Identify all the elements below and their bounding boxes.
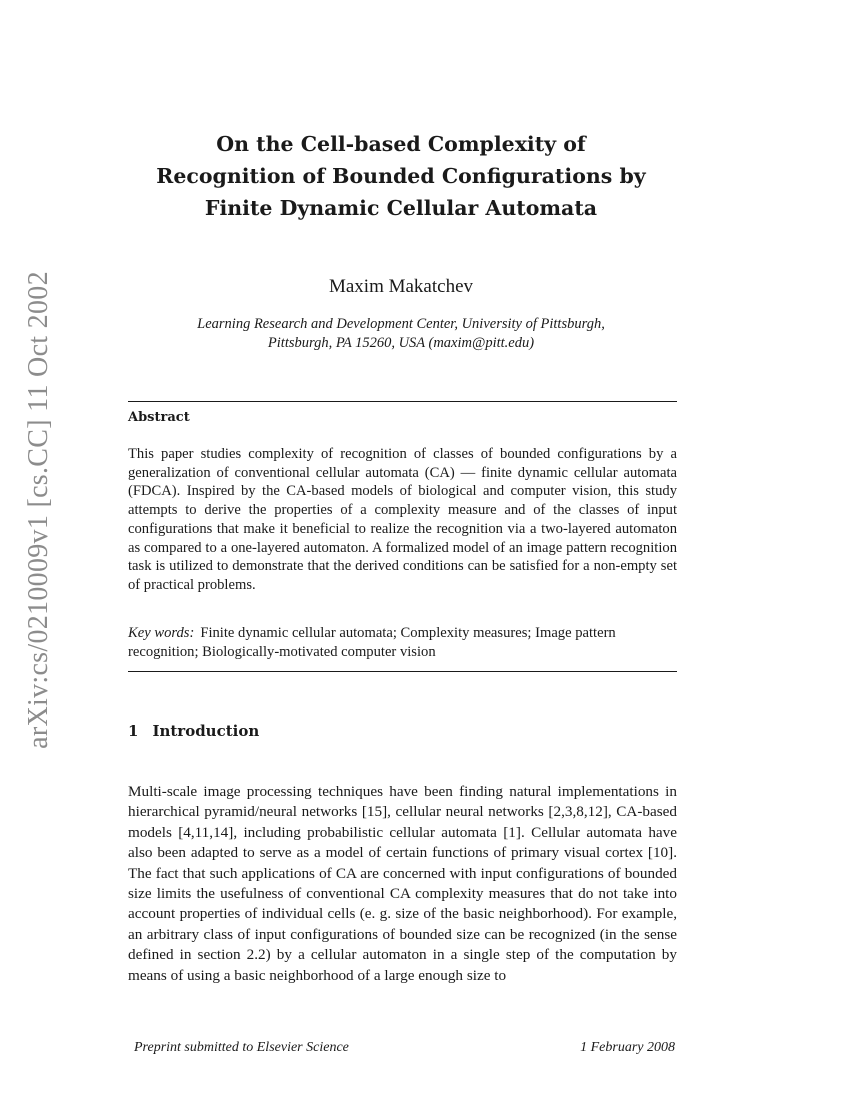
title-line: Finite Dynamic Cellular Automata <box>204 196 598 220</box>
keywords-label: Key words: <box>128 625 195 641</box>
introduction-text: Multi-scale image processing techniques have been finding natural implementations in hierarchical pyramid/neural networks [15], cellular neural networks [2,3,8,12], CA-based models [4,11,14], including probabilistic cellular automata [1]. Cellular automata have also been adapted to serve as a model of certain functions of primary visual cortex [10]. The fact that such applications of CA are concerned with input configurations of bounded size limits the usefulness of conventional CA complexity measures that do not take into account properties of individual cells (e. g. size of the basic neighborhood). For example, an arbitrary class of input configurations of bounded size can be recognized (in the sense defined in section 2.2) by a cellular automaton in a single step of the computation by means of using a basic neighborhood of a large enough size to <box>128 783 677 984</box>
abstract-top-rule <box>128 401 677 402</box>
abstract-bottom-rule <box>128 671 677 672</box>
affiliation-line: Pittsburgh, PA 15260, USA (maxim@pitt.edu) <box>267 335 535 351</box>
author-affiliation <box>0 315 802 353</box>
arxiv-identifier-stamp: arXiv:cs/0210009v1 [cs.CC] 11 Oct 2002 <box>23 271 54 749</box>
section-title: Introduction <box>152 722 260 740</box>
keywords <box>128 624 677 661</box>
title-line: On the Cell-based Complexity of <box>216 132 586 156</box>
paper-title <box>0 128 802 224</box>
section-number: 1 <box>128 722 139 740</box>
section-heading <box>128 722 259 740</box>
footer-preprint-note: Preprint submitted to Elsevier Science <box>134 1040 349 1055</box>
keywords-text: Finite dynamic cellular automata; Complexity measures; Image pattern recognition; Biologically-motivated computer vision <box>128 625 616 660</box>
abstract-heading: Abstract <box>128 410 190 425</box>
footer-date: 1 February 2008 <box>580 1040 675 1055</box>
abstract-text: This paper studies complexity of recognition of classes of bounded configurations by a generalization of conventional cellular automata (CA) — finite dynamic cellular automata (FDCA). Inspired by the CA-based models of biological and computer vision, this study attempts to derive the properties of a complexity measure and of the classes of input configurations that make it beneficial to realize the recognition via a two-layered automaton as compared to a one-layered automaton. A formalized model of an image pattern recognition task is utilized to demonstrate that the derived conditions can be satisfied for a non-empty set of practical problems. <box>128 446 677 593</box>
title-line: Recognition of Bounded Configurations by <box>156 164 646 188</box>
author-name: Maxim Makatchev <box>328 276 474 297</box>
affiliation-line: Learning Research and Development Center, University of Pittsburgh, <box>197 316 605 332</box>
